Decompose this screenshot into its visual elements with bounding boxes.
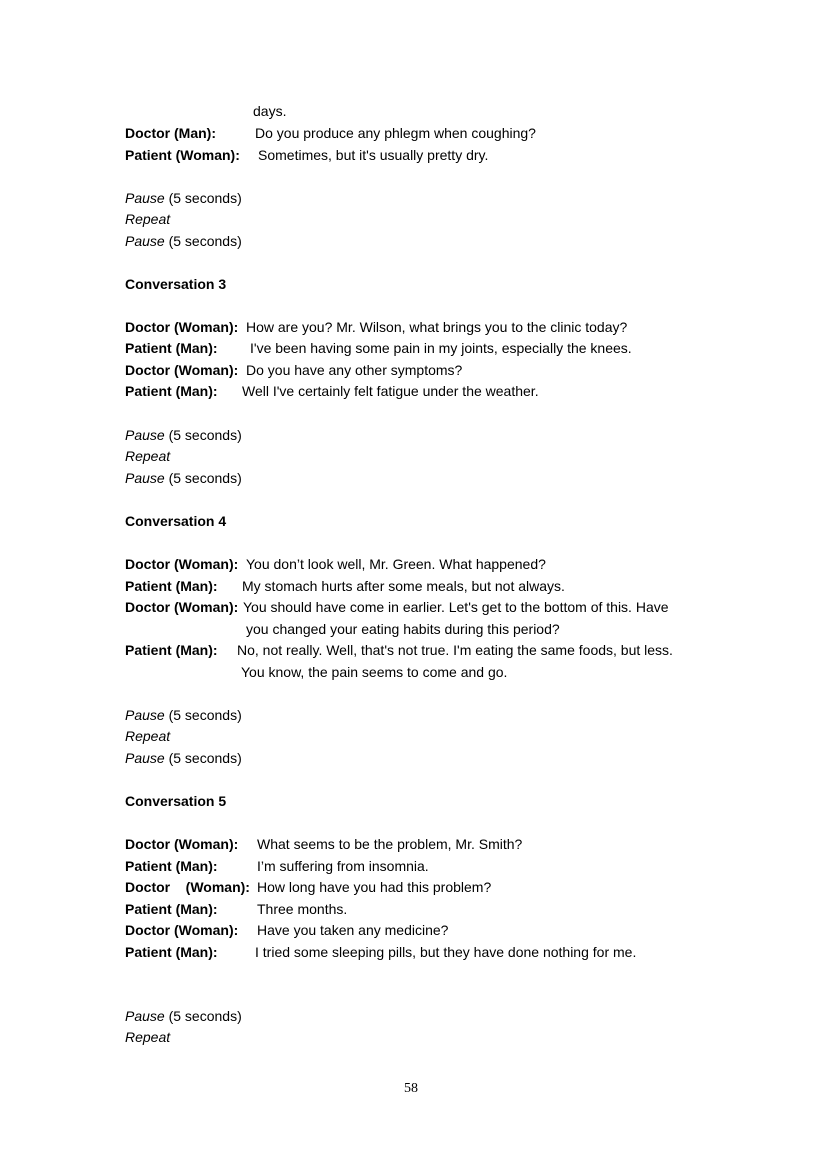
dialogue-text: You don’t look well, Mr. Green. What happened? — [246, 556, 546, 572]
speaker-label: Doctor (Woman): — [125, 836, 239, 852]
dialogue-text-continued: You know, the pain seems to come and go. — [241, 664, 508, 680]
dialogue-text: How are you? Mr. Wilson, what brings you to the clinic today? — [246, 319, 628, 335]
dialogue-text: I’m suffering from insomnia. — [257, 858, 429, 874]
dialogue-text: Three months. — [257, 901, 348, 917]
page-number: 58 — [404, 1081, 418, 1096]
dialogue-text: You should have come in earlier. Let's get to the bottom of this. Have — [243, 599, 669, 615]
dialogue-text: I tried some sleeping pills, but they have done nothing for me. — [255, 944, 637, 960]
dialogue-text: No, not really. Well, that's not true. I'm eating the same foods, but less. — [237, 642, 673, 658]
repeat-instruction: Repeat — [125, 1029, 171, 1045]
speaker-label: Doctor (Woman): — [125, 362, 239, 378]
speaker-label: Patient (Man): — [125, 858, 218, 874]
pause-instruction: Pause (5 seconds) — [125, 427, 242, 443]
dialogue-text: Have you taken any medicine? — [257, 922, 449, 938]
dialogue-text: Well I've certainly felt fatigue under the weather. — [242, 383, 539, 399]
speaker-label: Patient (Man): — [125, 642, 218, 658]
speaker-label: Doctor (Man): — [125, 125, 216, 141]
dialogue-text: I've been having some pain in my joints, especially the knees. — [250, 340, 632, 356]
speaker-label: Doctor (Woman): — [125, 879, 250, 895]
speaker-label: Patient (Man): — [125, 944, 218, 960]
pause-instruction: Pause (5 seconds) — [125, 1008, 242, 1024]
repeat-instruction: Repeat — [125, 728, 171, 744]
continued-text: days. — [253, 103, 287, 119]
speaker-label: Patient (Man): — [125, 578, 218, 594]
speaker-label: Patient (Man): — [125, 340, 218, 356]
speaker-label: Doctor (Woman): — [125, 319, 239, 335]
repeat-instruction: Repeat — [125, 211, 171, 227]
dialogue-text: What seems to be the problem, Mr. Smith? — [257, 836, 523, 852]
dialogue-text: Do you have any other symptoms? — [246, 362, 463, 378]
pause-instruction: Pause (5 seconds) — [125, 707, 242, 723]
speaker-label: Patient (Woman): — [125, 147, 240, 163]
pause-instruction: Pause (5 seconds) — [125, 750, 242, 766]
dialogue-text: My stomach hurts after some meals, but not always. — [242, 578, 565, 594]
pause-instruction: Pause (5 seconds) — [125, 233, 242, 249]
dialogue-text: Sometimes, but it's usually pretty dry. — [258, 147, 489, 163]
dialogue-text: How long have you had this problem? — [257, 879, 492, 895]
dialogue-text: Do you produce any phlegm when coughing? — [255, 125, 536, 141]
speaker-label: Patient (Man): — [125, 901, 218, 917]
speaker-label: Doctor (Woman): — [125, 922, 239, 938]
speaker-label: Doctor (Woman): — [125, 599, 239, 615]
dialogue-text-continued: you changed your eating habits during this period? — [246, 621, 560, 637]
speaker-label: Doctor (Woman): — [125, 556, 239, 572]
repeat-instruction: Repeat — [125, 448, 171, 464]
conversation-heading: Conversation 5 — [125, 793, 227, 809]
conversation-heading: Conversation 4 — [125, 513, 227, 529]
speaker-label: Patient (Man): — [125, 383, 218, 399]
conversation-heading: Conversation 3 — [125, 276, 227, 292]
pause-instruction: Pause (5 seconds) — [125, 190, 242, 206]
pause-instruction: Pause (5 seconds) — [125, 470, 242, 486]
